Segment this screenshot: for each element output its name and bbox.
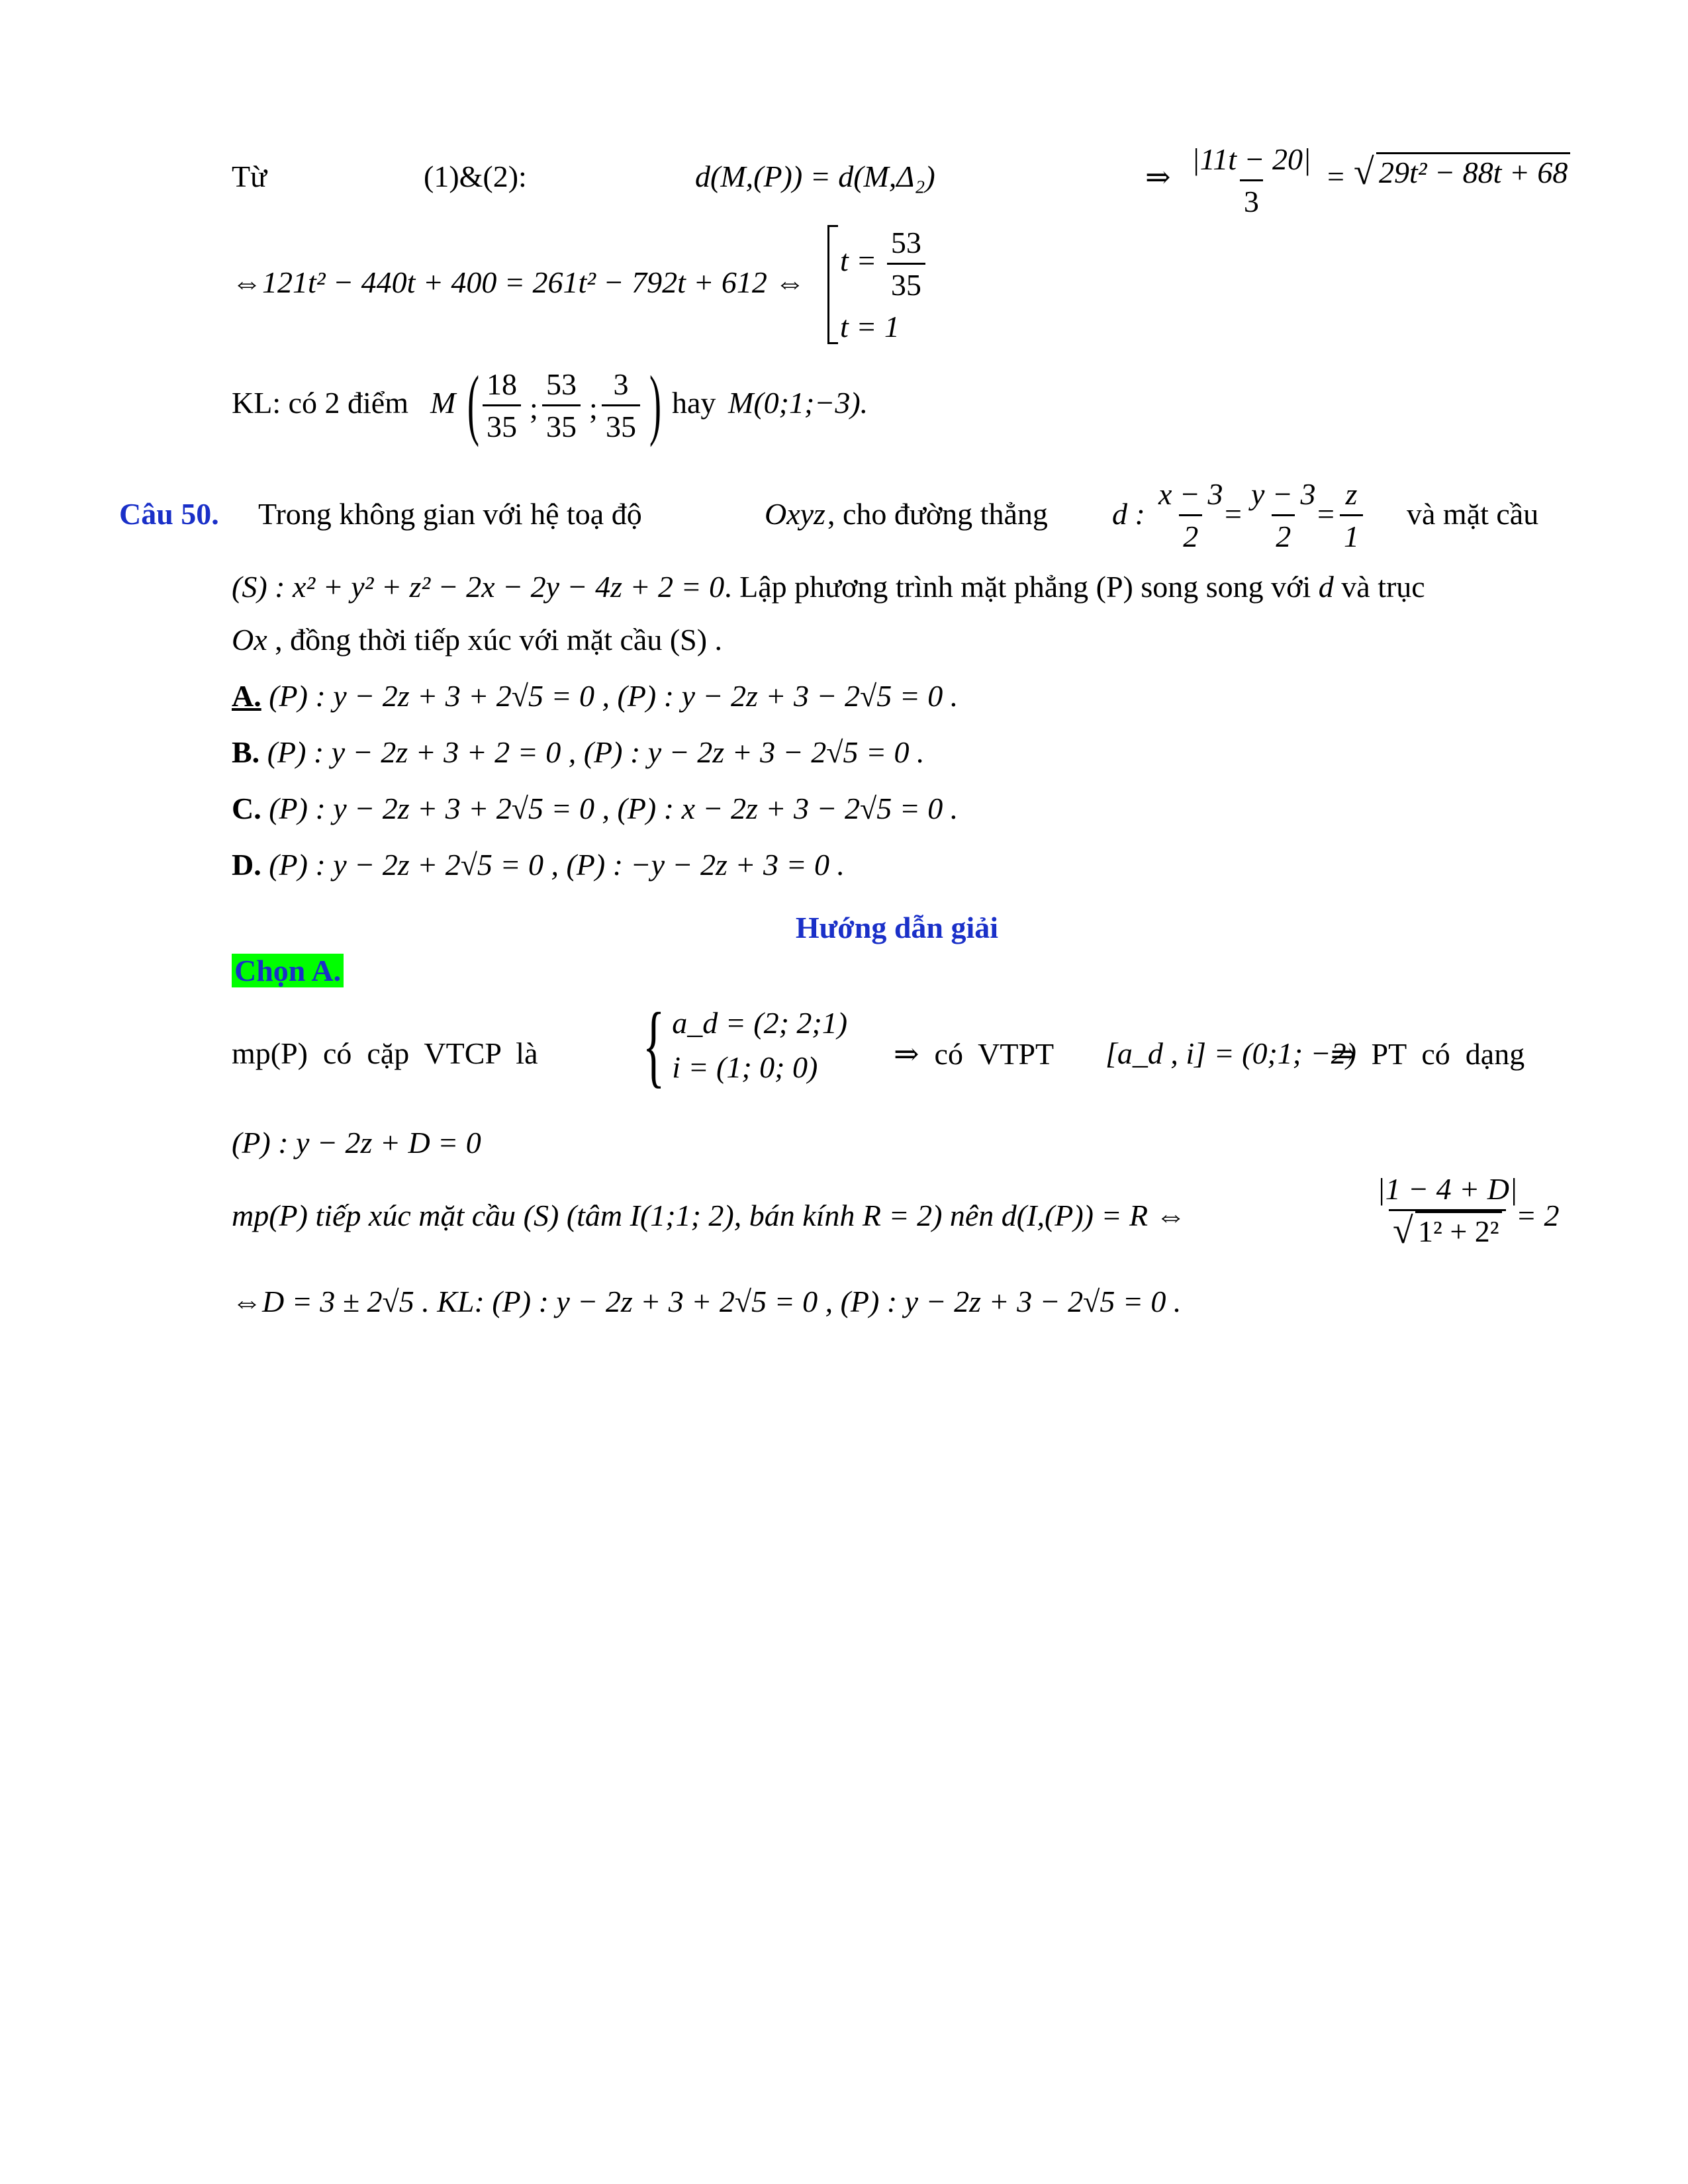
- kl-coord-3-den: 35: [602, 404, 640, 444]
- question-text-5: và trục: [1341, 570, 1425, 604]
- sqrt-expression: [1354, 155, 1570, 190]
- equivalence-equation: ⇔121t² − 440t + 400 = 261t² − 792t + 612 ⇔: [232, 265, 806, 299]
- option-b[interactable]: [232, 735, 925, 770]
- vtcp-system: [635, 994, 848, 1097]
- question-line-2: [232, 569, 1562, 604]
- case-bracket: [827, 225, 928, 344]
- kl-coord-1-den: 35: [483, 404, 521, 444]
- question-d-var: d: [1318, 570, 1334, 604]
- vtpt-vector: [a_d , i] = (0;1; −2): [1105, 1036, 1356, 1070]
- chon-answer: Chọn A.: [232, 954, 344, 987]
- case-1-num: 53: [890, 226, 921, 259]
- line-frac-x-den: 2: [1179, 514, 1202, 554]
- solution-line-4: ⇔D = 3 ± 2√5 . KL: (P) : y − 2z + 3 + 2√5 = 0 , (P) : y − 2z + 3 − 2√5 = 0 .: [232, 1285, 1182, 1318]
- implies-arrow: ⇒: [1145, 160, 1171, 194]
- kl-coord-1: [483, 367, 521, 444]
- kl-point-M2: M(0;1;−3).: [728, 386, 868, 420]
- option-d[interactable]: [232, 847, 845, 882]
- line-frac-x-num: x − 3: [1158, 477, 1223, 511]
- abs-fraction-den: 3: [1240, 179, 1263, 219]
- kl-sep-2: ;: [589, 391, 598, 425]
- case-1-den: 35: [887, 263, 925, 302]
- kl-point-M: M: [430, 386, 456, 420]
- distance-result: = 2: [1516, 1199, 1560, 1232]
- kl-coord-2: [542, 367, 581, 444]
- prev-line-1: [232, 142, 1568, 218]
- abs-fraction-num: |11t − 20|: [1192, 142, 1311, 176]
- case-1: [840, 225, 928, 302]
- solution-line-2: (P) : y − 2z + D = 0: [232, 1126, 481, 1160]
- question-ox: Ox: [232, 623, 267, 657]
- distance-fraction-den: [1389, 1209, 1506, 1249]
- option-d-text: (P) : y − 2z + 2√5 = 0 , (P) : −y − 2z + 3 = 0 .: [269, 848, 845, 882]
- vtcp-vector-a: a_d = (2; 2;1): [672, 1006, 848, 1040]
- vtcp-brace: {: [642, 994, 665, 1097]
- distance-fraction: [1373, 1171, 1522, 1249]
- distance-sqrt: [1393, 1214, 1502, 1249]
- kl-paren-left: (: [467, 359, 479, 447]
- kl-coord-2-den: 35: [542, 404, 581, 444]
- line-frac-y: [1247, 477, 1319, 554]
- solution-heading: Hướng dẫn giải: [795, 911, 999, 944]
- kl-hay: hay: [672, 386, 716, 420]
- kl-coord-2-num: 53: [546, 367, 577, 401]
- option-a-label: A.: [232, 679, 261, 713]
- case-1-lhs: t =: [840, 244, 877, 278]
- sphere-equation: (S) : x² + y² + z² − 2x − 2y − 4z + 2 = 0: [232, 570, 725, 604]
- solution-pt-text: ⇒ PT có dạng: [1331, 1037, 1525, 1071]
- solution-vtpt-text: ⇒ có VTPT: [894, 1037, 1055, 1071]
- question-label: Câu 50.: [119, 497, 219, 531]
- equals-sign: =: [1327, 159, 1344, 193]
- case-1-fraction: [887, 225, 925, 302]
- kl-coord-1-num: 18: [487, 367, 517, 401]
- tu-text: Từ: [232, 159, 267, 193]
- vtcp-vector-i: i = (1; 0; 0): [672, 1050, 818, 1084]
- distance-fraction-num: |1 − 4 + D|: [1377, 1172, 1518, 1206]
- distance-equation: d(M,(P)) = d(M,Δ₂): [695, 159, 935, 193]
- option-d-label: D.: [232, 848, 261, 882]
- case-2: t = 1: [840, 310, 900, 343]
- question-text-4: . Lập phương trình mặt phẳng (P) song song với: [724, 570, 1311, 604]
- question-text-2: , cho đường thẳng: [827, 497, 1048, 531]
- question-line-1: [119, 477, 1562, 556]
- line-frac-x: [1154, 477, 1227, 554]
- option-b-text: (P) : y − 2z + 3 + 2 = 0 , (P) : y − 2z + 3 − 2√5 = 0 .: [267, 735, 925, 769]
- question-line-3: [232, 622, 722, 657]
- option-a[interactable]: [232, 678, 958, 713]
- option-c-text: (P) : y − 2z + 3 + 2√5 = 0 , (P) : x − 2z + 3 − 2√5 = 0 .: [269, 792, 959, 825]
- question-oxyz: Oxyz: [765, 497, 825, 531]
- line-frac-y-num: y − 3: [1251, 477, 1316, 511]
- chon-answer-row: [232, 953, 344, 988]
- option-b-label: B.: [232, 735, 260, 769]
- line-eq-2: =: [1317, 497, 1335, 531]
- solution-tangent-text: mp(P) tiếp xúc mặt cầu (S) (tâm I(1;1; 2), bán kính R = 2) nên d(I,(P)) = R ⇔: [232, 1199, 1186, 1232]
- solution-line-3: [232, 1171, 1562, 1271]
- distance-sqrt-radicand: 1² + 2²: [1415, 1211, 1502, 1248]
- abs-fraction: [1188, 142, 1315, 219]
- ref-text: (1)&(2):: [424, 159, 527, 193]
- question-text-6: , đồng thời tiếp xúc với mặt cầu (S) .: [275, 623, 723, 657]
- option-c-label: C.: [232, 792, 261, 825]
- line-frac-z-den: 1: [1340, 514, 1363, 554]
- kl-sep-1: ;: [530, 391, 538, 425]
- line-d-label: d :: [1112, 497, 1145, 531]
- kl-coord-3: [602, 367, 640, 444]
- question-text-1: Trong không gian với hệ toạ độ: [258, 497, 642, 531]
- sqrt-radicand: 29t² − 88t + 68: [1376, 152, 1570, 189]
- line-frac-z-num: z: [1345, 477, 1358, 511]
- solution-vtcp-text: mp(P) có cặp VTCP là: [232, 1036, 538, 1070]
- solution-line-1: [232, 994, 1562, 1105]
- line-frac-y-den: 2: [1272, 514, 1295, 554]
- kl-coord-3-num: 3: [613, 367, 629, 401]
- option-c[interactable]: [232, 791, 958, 826]
- question-text-3: và mặt cầu: [1407, 497, 1539, 531]
- kl-text: KL: có 2 điểm: [232, 386, 408, 420]
- kl-paren-right: ): [649, 359, 661, 447]
- line-frac-z: [1340, 477, 1363, 554]
- option-a-text: (P) : y − 2z + 3 + 2√5 = 0 , (P) : y − 2z + 3 − 2√5 = 0 .: [269, 679, 959, 713]
- line-eq-1: =: [1225, 497, 1242, 531]
